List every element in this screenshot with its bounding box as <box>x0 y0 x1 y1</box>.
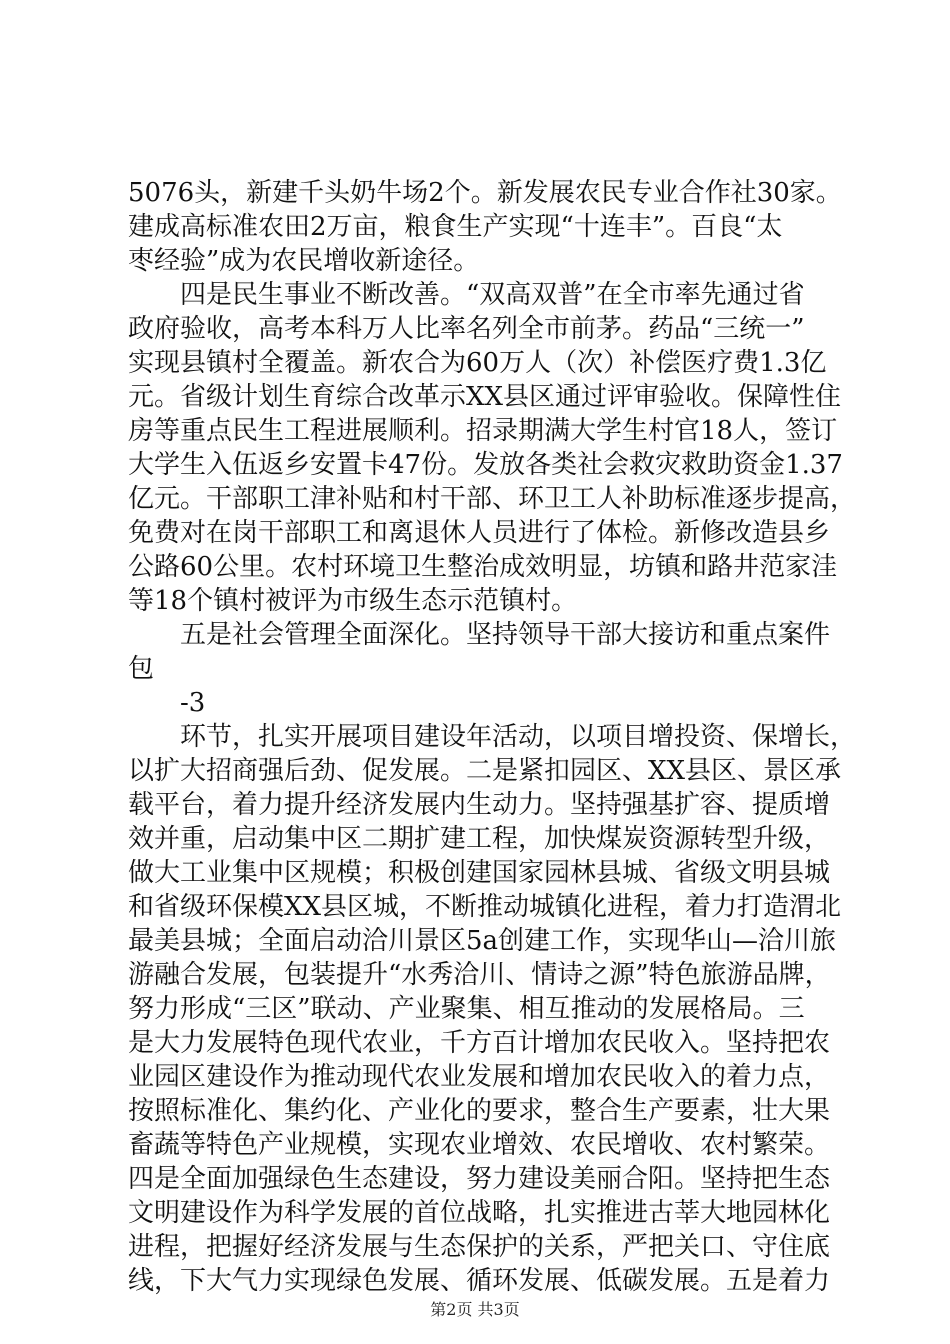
text-line: 是大力发展特色现代农业，千方百计增加农民收入。坚持把农 <box>128 1028 831 1058</box>
text-line: 四是全面加强绿色生态建设，努力建设美丽合阳。坚持把生态 <box>128 1164 831 1194</box>
text-line: 公路60公里。农村环境卫生整治成效明显，坊镇和路井范家洼 <box>128 552 838 582</box>
text-line: 等18个镇村被评为市级生态示范镇村。 <box>128 586 578 616</box>
text-line: 实现县镇村全覆盖。新农合为60万人（次）补偿医疗费1.3亿 <box>128 348 827 378</box>
text-line: 亿元。干部职工津补贴和村干部、环卫工人补助标准逐步提高， <box>128 484 857 514</box>
text-line: 元。省级计划生育综合改革示XX县区通过评审验收。保障性住 <box>128 382 842 412</box>
text-line: 政府验收，高考本科万人比率名列全市前茅。药品“三统一” <box>128 314 805 344</box>
text-line: 以扩大招商强后劲、促发展。二是紧扣园区、XX县区、景区承 <box>128 756 842 786</box>
text-line: 线，下大气力实现绿色发展、循环发展、低碳发展。五是着力 <box>128 1266 831 1296</box>
text-line: 五是社会管理全面深化。坚持领导干部大接访和重点案件 <box>180 620 831 650</box>
text-line: 载平台，着力提升经济发展内生动力。坚持强基扩容、提质增 <box>128 790 831 820</box>
text-line: 做大工业集中区规模；积极创建国家园林县城、省级文明县城 <box>128 858 831 888</box>
text-line: 免费对在岗干部职工和离退休人员进行了体检。新修改造县乡 <box>128 518 831 548</box>
text-line: 畜蔬等特色产业规模，实现农业增效、农民增收、农村繁荣。 <box>128 1130 831 1160</box>
text-line: 包 <box>128 654 155 684</box>
text-line: 四是民生事业不断改善。“双高双普”在全市率先通过省 <box>180 280 805 310</box>
text-line: 和省级环保模XX县区城，不断推动城镇化进程，着力打造渭北 <box>128 892 842 922</box>
text-line: 效并重，启动集中区二期扩建工程，加快煤炭资源转型升级， <box>128 824 831 854</box>
text-line: 最美县城；全面启动洽川景区5a创建工作，实现华山—洽川旅 <box>128 926 837 956</box>
page-number-marker: -3 <box>180 688 206 718</box>
text-line: 努力形成“三区”联动、产业聚集、相互推动的发展格局。三 <box>128 994 805 1024</box>
text-line: 文明建设作为科学发展的首位战略，扎实推进古莘大地园林化 <box>128 1198 831 1228</box>
text-line: 建成高标准农田2万亩，粮食生产实现“十连丰”。百良“太 <box>128 212 783 242</box>
text-line: 房等重点民生工程进展顺利。招录期满大学生村官18人，签订 <box>128 416 838 446</box>
text-line: 环节，扎实开展项目建设年活动，以项目增投资、保增长， <box>180 722 857 752</box>
page-footer: 第2页 共3页 <box>430 1300 520 1319</box>
text-line: 游融合发展，包装提升“水秀洽川、情诗之源”特色旅游品牌， <box>128 960 831 990</box>
text-line: 按照标准化、集约化、产业化的要求，整合生产要素，壮大果 <box>128 1096 831 1126</box>
text-line: 业园区建设作为推动现代农业发展和增加农民收入的着力点， <box>128 1062 831 1092</box>
text-line: 5076头，新建千头奶牛场2个。新发展农民专业合作社30家。 <box>128 178 842 208</box>
text-line: 枣经验”成为农民增收新途径。 <box>128 246 480 276</box>
text-line: 大学生入伍返乡安置卡47份。发放各类社会救灾救助资金1.37 <box>128 450 843 480</box>
text-line: 进程，把握好经济发展与生态保护的关系，严把关口、守住底 <box>128 1232 831 1262</box>
